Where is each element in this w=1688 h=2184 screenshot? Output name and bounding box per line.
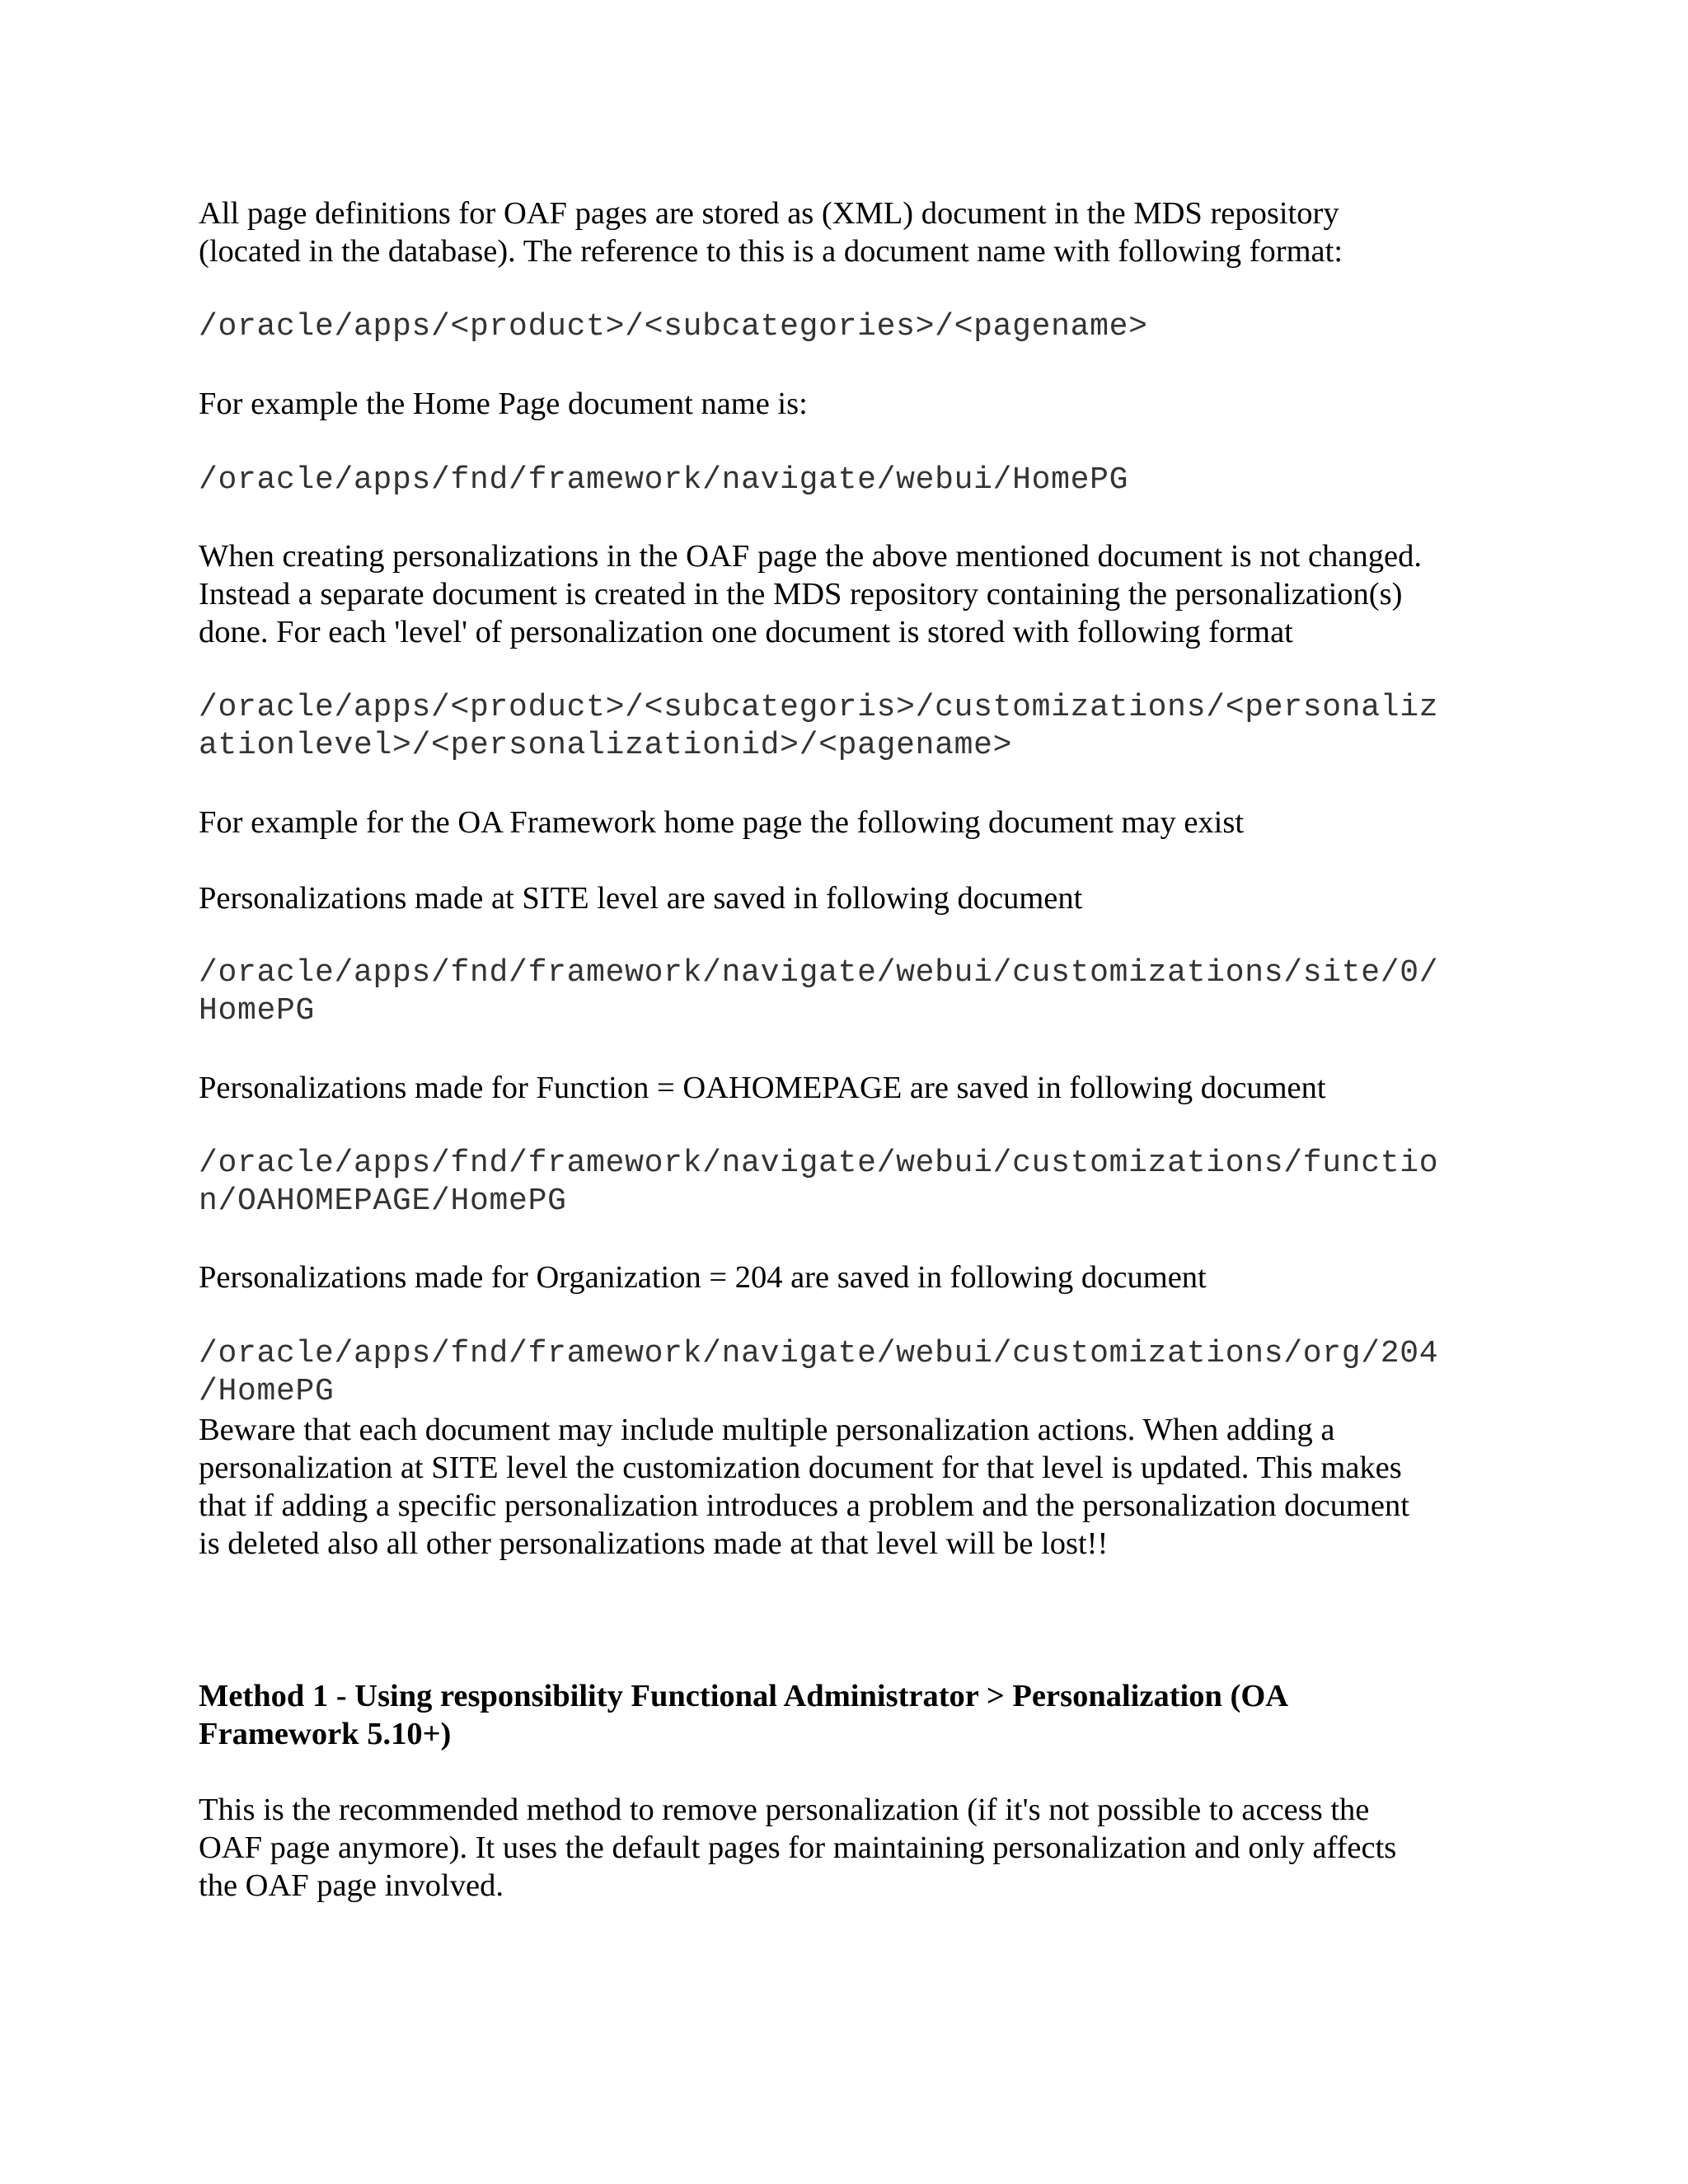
org-path-line-1: /oracle/apps/fnd/framework/navigate/webui/customizations/org/204 — [199, 1336, 1439, 1371]
creating-line-2: Instead a separate document is created in the MDS repository containing the personalization(s) — [199, 577, 1403, 612]
beware-line-4: is deleted also all other personalizations made at that level will be lost!! — [199, 1526, 1109, 1561]
recommended-line-1: This is the recommended method to remove personalization (if it's not possible to access the — [199, 1793, 1370, 1827]
custom-format-path-line-1: /oracle/apps/<product>/<subcategoris>/customizations/<personaliz — [199, 690, 1439, 725]
method-heading-line-1: Method 1 - Using responsibility Functional Administrator > Personalization (OA — [199, 1679, 1289, 1713]
recommended-line-2: OAF page anymore). It uses the default pages for maintaining personalization and only affects — [199, 1830, 1397, 1865]
site-path-line-2: HomePG — [199, 993, 316, 1029]
site-path-line-1: /oracle/apps/fnd/framework/navigate/webui/customizations/site/0/ — [199, 955, 1439, 991]
intro-line-2: (located in the database). The reference to this is a document name with following format: — [199, 234, 1343, 269]
format-path: /oracle/apps/<product>/<subcategories>/<pagename> — [199, 309, 1148, 344]
creating-line-3: done. For each 'level' of personalization one document is stored with following format — [199, 615, 1293, 649]
intro-line-1: All page definitions for OAF pages are stored as (XML) document in the MDS repository — [199, 196, 1339, 231]
org-label: Personalizations made for Organization = 204 are saved in following document — [199, 1260, 1207, 1295]
creating-line-1: When creating personalizations in the OAF page the above mentioned document is not changed. — [199, 539, 1422, 574]
site-label: Personalizations made at SITE level are saved in following document — [199, 881, 1083, 916]
beware-line-3: that if adding a specific personalization introduces a problem and the personalization document — [199, 1488, 1409, 1523]
recommended-line-3: the OAF page involved. — [199, 1868, 504, 1903]
function-path-line-1: /oracle/apps/fnd/framework/navigate/webui/customizations/functio — [199, 1146, 1439, 1181]
beware-line-2: personalization at SITE level the customization document for that level is updated. This makes — [199, 1451, 1402, 1485]
beware-line-1: Beware that each document may include multiple personalization actions. When adding a — [199, 1413, 1335, 1447]
function-path-line-2: n/OAHOMEPAGE/HomePG — [199, 1183, 567, 1219]
method-heading-line-2: Framework 5.10+) — [199, 1717, 452, 1751]
function-label: Personalizations made for Function = OAHOMEPAGE are saved in following document — [199, 1071, 1326, 1105]
oa-example-text: For example for the OA Framework home page the following document may exist — [199, 805, 1245, 840]
org-path-line-2: /HomePG — [199, 1374, 335, 1409]
home-example-label: For example the Home Page document name is: — [199, 387, 808, 421]
home-path: /oracle/apps/fnd/framework/navigate/webui/HomePG — [199, 462, 1129, 498]
custom-format-path-line-2: ationlevel>/<personalizationid>/<pagename> — [199, 728, 1013, 763]
